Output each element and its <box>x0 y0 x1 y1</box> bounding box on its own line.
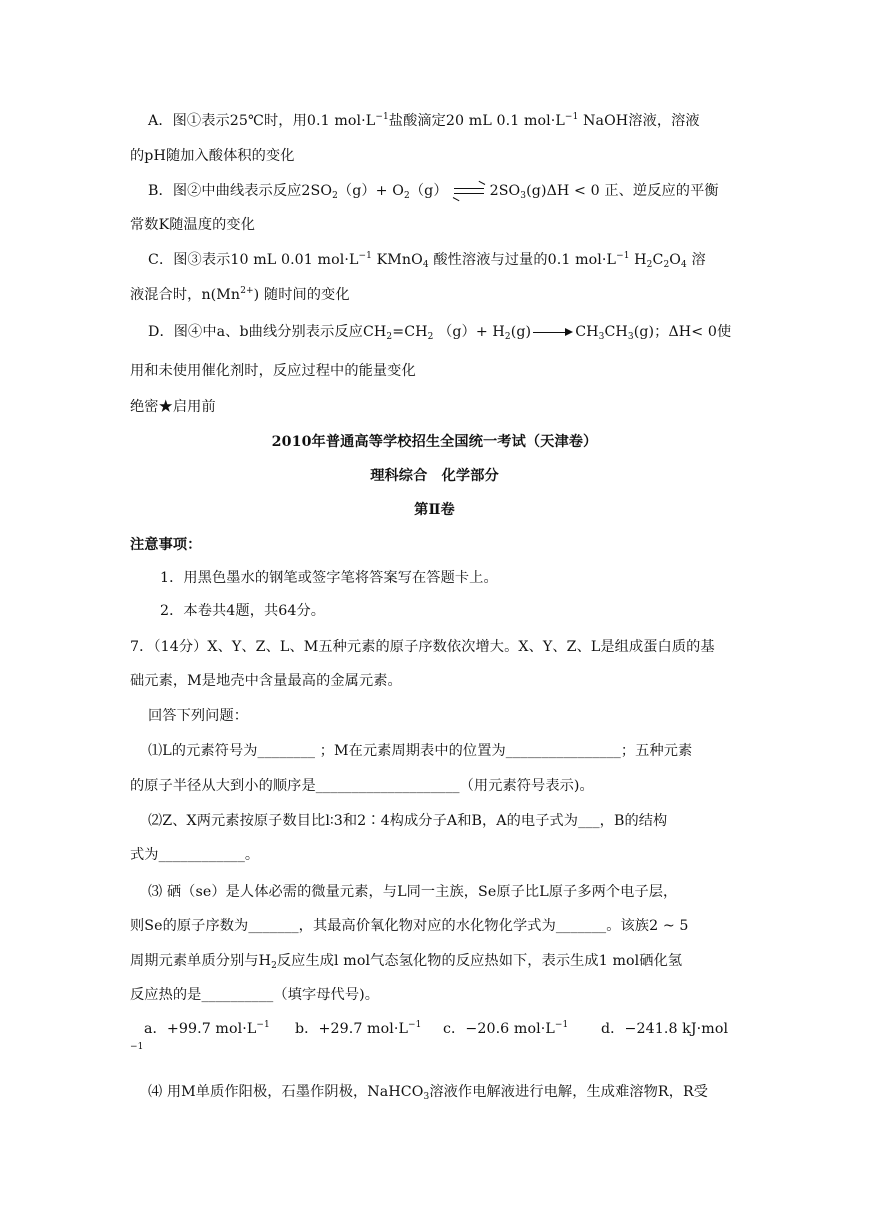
q7-choice-a: a．+99.7 $mol\cdot L^{-1}$ <box>144 1020 270 1037</box>
notes-item-1: 1．用黑色墨水的钢笔或签字笔将答案写在答题卡上。 <box>160 570 498 586</box>
equilibrium-arrow-icon <box>454 186 484 196</box>
option-d-line-1: D．图④中a、b曲线分别表示反应$CH_2=CH_2$ $(g)+ H_2(g)$ $CH_3CH_3(g)$；ΔH< 0使 <box>148 324 732 342</box>
exam-subtitle: 理科综合 化学部分 <box>370 468 499 484</box>
q7-part3-line-2: 则Se的原子序数为_______，其最高价氧化物对应的水化物化学式为_______。该族2 ~ 5 <box>130 918 689 934</box>
q7-part4-line-1: ⑷ 用M单质作阳极，石墨作阴极，NaHCO$_3$溶液作电解液进行电解，生成难溶物R，R受 <box>148 1084 709 1102</box>
option-a-line-1: A．图①表示25℃时，用0.1 $mol\cdot L^{-1}$盐酸滴定20 mL 0.1 $mol\cdot L^{-1}$ NaOH溶液，溶液 <box>148 112 700 129</box>
q7-part3-line-4: 反应热的是__________（填字母代号)。 <box>130 987 380 1003</box>
option-b-line-1: B．图②中曲线表示反应$2SO_2(g)+ O_2(g)$ $2SO_3(g)\Delta H < 0$ 正、逆反应的平衡 <box>148 181 719 201</box>
exam-title: 2010年普通高等学校招生全国统一考试（天津卷） <box>271 434 598 450</box>
notes-heading: 注意事项： <box>130 537 202 553</box>
option-c-line-2: 液混合时，$n(Mn^{2+})$ 随时间的变化 <box>130 286 350 303</box>
q7-part3-line-1: ⑶ 硒（se）是人体必需的微量元素，与L同一主族，Se原子比L原子多两个电子层， <box>148 884 678 900</box>
option-b-line-2: 常数K随温度的变化 <box>130 217 255 233</box>
q7-prompt: 回答下列问题： <box>148 708 249 724</box>
reaction-arrow-icon <box>533 327 573 337</box>
option-c-line-1: C．图③表示10 mL 0.01 $mol\cdot L^{-1}$ KMnO$_4$ 酸性溶液与过量的0.1 $mol\cdot L^{-1}$ $H_2C_2O_4$ 溶 <box>148 251 706 270</box>
q7-part1-line-1: ⑴L的元素符号为________ ；M在元素周期表中的位置为________________；五种元素 <box>148 743 693 759</box>
q7-choice-b: b．+29.7 $mol\cdot L^{-1}$ <box>295 1020 422 1037</box>
option-a-line-2: 的pH随加入酸体积的变化 <box>130 148 295 164</box>
q7-part2-line-2: 式为____________。 <box>130 847 260 863</box>
option-d-line-2: 用和未使用催化剂时，反应过程中的能量变化 <box>130 363 416 379</box>
q7-intro-line-1: 7．（14分）X、Y、Z、L、M五种元素的原子序数依次增大。X、Y、Z、L是组成蛋白质的基 <box>130 639 715 655</box>
q7-part2-line-1: ⑵Z、X两元素按原子数目比l∶3和2∶4构成分子A和B，A的电子式为___，B的结构 <box>148 813 668 829</box>
q7-part1-line-2: 的原子半径从大到小的顺序是____________________（用元素符号表示)。 <box>130 778 594 794</box>
q7-choice-d-unit-wrap: −1 <box>130 1042 144 1052</box>
notes-item-2: 2．本卷共4题，共64分。 <box>160 603 326 619</box>
q7-intro-line-2: 础元素，M是地壳中含量最高的金属元素。 <box>130 673 402 689</box>
confidential-label: 绝密★启用前 <box>130 399 216 415</box>
q7-choice-c: c．−20.6 $mol\cdot L^{-1}$ <box>443 1020 569 1037</box>
q7-choice-d: d．−241.8 kJ·mol <box>601 1021 729 1037</box>
volume-label: 第Ⅱ卷 <box>414 502 455 518</box>
q7-part3-line-3: 周期元素单质分别与$H_2$反应生成l mol气态氢化物的反应热如下，表示生成1 mol硒化氢 <box>130 953 683 971</box>
